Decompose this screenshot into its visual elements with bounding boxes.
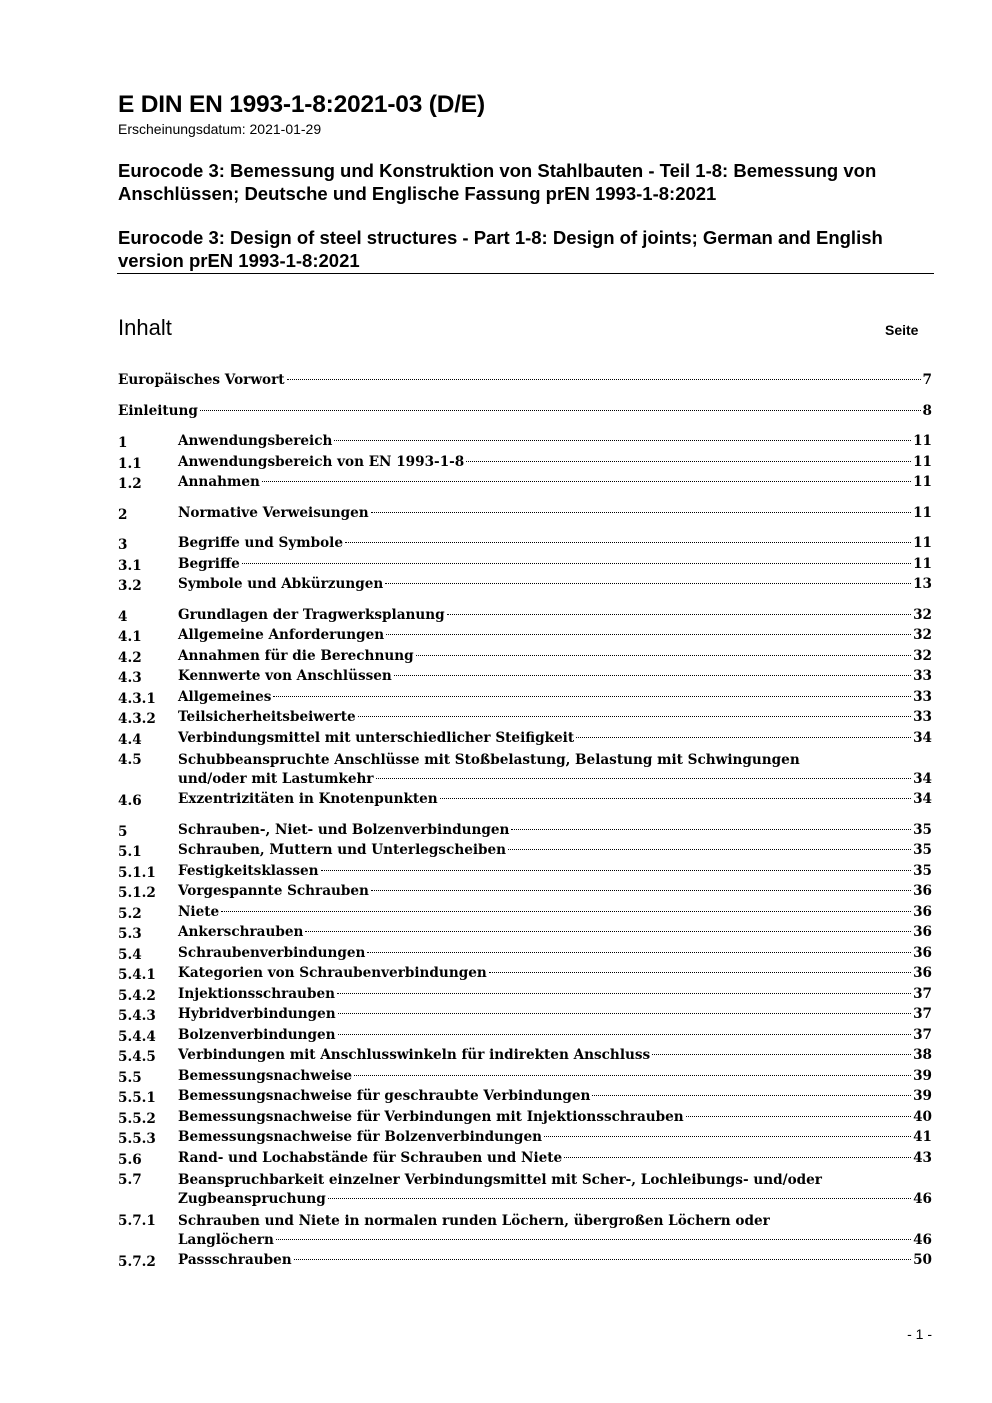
toc-entry-number: 4.3: [118, 670, 142, 686]
toc-entry-number: 4.1: [118, 629, 142, 645]
toc-entry[interactable]: [118, 505, 932, 526]
toc-entry-page: 41: [913, 1129, 932, 1145]
toc-entry-title: Bemessungsnachweise: [178, 1067, 353, 1084]
toc-entry-title: Allgemeine Anforderungen: [178, 627, 385, 643]
toc-dot-leader: [447, 614, 911, 615]
toc-dot-leader: [294, 1259, 911, 1260]
toc-dot-leader: [358, 716, 911, 717]
toc-entry-title: Symbole und Abkürzungen: [178, 576, 384, 592]
toc-heading: Inhalt: [118, 315, 172, 340]
toc-dot-leader: [262, 481, 911, 482]
toc-entry-page: 36: [913, 903, 932, 920]
toc-entry[interactable]: [118, 576, 932, 597]
toc-entry[interactable]: [118, 1170, 932, 1211]
toc-entry-title: Anwendungsbereich: [178, 433, 333, 449]
toc-entry-title: Hybridverbindungen: [178, 1006, 336, 1022]
toc-entry-number: 5.1.1: [118, 864, 156, 881]
toc-dot-leader: [385, 583, 911, 584]
toc-entry[interactable]: [118, 403, 932, 424]
toc-dot-leader: [334, 440, 911, 441]
toc-entry-page: 33: [913, 668, 932, 684]
toc-dot-leader: [440, 798, 911, 799]
toc-entry-page: 34: [913, 770, 932, 787]
toc-entry-title: Teilsicherheitsbeiwerte: [178, 709, 356, 725]
toc-entry[interactable]: [118, 1129, 932, 1150]
toc-dot-leader: [242, 563, 911, 564]
toc-entry-title: Bemessungsnachweise für Verbindungen mit Injektionsschrauben: [178, 1108, 684, 1125]
toc-entry-page: 43: [913, 1149, 932, 1166]
toc-entry-title: Einleitung: [118, 402, 198, 419]
toc-entry-title: Beanspruchbarkeit einzelner Verbindungsmittel mit Scher-, Lochleibungs- und/oder: [178, 1172, 822, 1188]
toc-entry-title: Schrauben, Muttern und Unterlegscheiben: [178, 842, 507, 858]
toc-dot-leader: [652, 1054, 911, 1055]
toc-entry-number: 5.7.2: [118, 1254, 156, 1270]
toc-entry[interactable]: [118, 945, 932, 966]
toc-entry-title: Verbindungsmittel mit unterschiedlicher Steifigkeit: [178, 729, 575, 746]
toc-entry-number: 5.7.1: [118, 1213, 156, 1229]
toc-entry-title: Begriffe und Symbole: [178, 535, 343, 551]
toc-entry-page: 33: [913, 709, 932, 725]
toc-dot-leader: [416, 655, 911, 656]
toc-entry-number: 3.2: [118, 578, 142, 594]
page-column-label: Seite: [885, 322, 919, 338]
toc-entry-page: 39: [913, 1088, 932, 1104]
toc-entry-page: 11: [913, 433, 932, 449]
toc-entry[interactable]: [118, 750, 932, 791]
toc-entry[interactable]: [118, 822, 932, 843]
toc-entry[interactable]: [118, 842, 932, 863]
toc-entry-number: 4.3.1: [118, 690, 156, 707]
toc-entry-number: 5.1.2: [118, 885, 156, 901]
toc-entry[interactable]: [118, 1006, 932, 1027]
toc-entry[interactable]: [118, 1027, 932, 1048]
toc-entry[interactable]: [118, 883, 932, 904]
toc-entry-page: 32: [913, 627, 932, 643]
toc-entry-title: Anwendungsbereich von EN 1993-1-8: [178, 453, 465, 470]
toc-entry-page: 8: [922, 402, 932, 419]
toc-entry-title: Exzentrizitäten in Knotenpunkten: [178, 791, 438, 807]
toc-entry-number: 5.4.2: [118, 987, 156, 1004]
toc-entry-page: 33: [913, 688, 932, 705]
toc-entry[interactable]: [118, 627, 932, 648]
toc-entry[interactable]: [118, 904, 932, 925]
toc-entry-number: 3.1: [118, 557, 142, 574]
publication-date: Erscheinungsdatum: 2021-01-29: [118, 121, 322, 137]
toc-entry[interactable]: [118, 535, 932, 556]
toc-entry-title: Bolzenverbindungen: [178, 1026, 336, 1043]
toc-entry-number: 4.4: [118, 731, 142, 748]
toc-entry-page: 11: [913, 474, 932, 490]
toc-dot-leader: [508, 849, 911, 850]
toc-entry-number: 1.2: [118, 476, 142, 492]
toc-entry-page: 37: [913, 1026, 932, 1043]
toc-entry[interactable]: [118, 709, 932, 730]
toc-entry-title: Annahmen: [178, 474, 260, 490]
toc-entry-page: 46: [913, 1231, 932, 1248]
toc-dot-leader: [273, 696, 911, 697]
toc-entry-number: 4.6: [118, 793, 142, 809]
title-german: Eurocode 3: Bemessung und Konstruktion von Stahlbauten - Teil 1-8: Bemessung von Anschlüssen; Deutsche und Englische Fassung prEN 1993-1-8:2021: [118, 160, 877, 204]
toc-entry[interactable]: [118, 648, 932, 669]
toc-entry-title: Injektionsschrauben: [178, 985, 335, 1002]
toc-entry-title: Verbindungen mit Anschlusswinkeln für indirekten Anschluss: [178, 1047, 651, 1063]
toc-entry-number: 1: [118, 435, 128, 451]
toc-dot-leader: [394, 675, 911, 676]
toc-entry-page: 11: [913, 453, 932, 470]
toc-entry-title: Kennwerte von Anschlüssen: [178, 668, 392, 684]
toc-dot-leader: [367, 952, 911, 953]
toc-entry-number: 5: [118, 823, 128, 840]
toc-entry-page: 36: [913, 944, 932, 961]
toc-dot-leader: [466, 461, 911, 462]
toc-entry[interactable]: [118, 924, 932, 945]
toc-dot-leader: [338, 1013, 911, 1014]
toc-entry[interactable]: [118, 556, 932, 577]
toc-entry-page: 35: [913, 821, 932, 838]
toc-entry-page: 36: [913, 883, 932, 899]
toc-dot-leader: [221, 911, 911, 912]
document-id: E DIN EN 1993-1-8:2021-03 (D/E): [118, 91, 485, 118]
toc-entry-number: 4.5: [118, 752, 142, 768]
toc-entry-page: 50: [913, 1252, 932, 1268]
toc-entry-title-continued: Langlöchern: [178, 1231, 274, 1248]
toc-entry-title: Annahmen für die Berechnung: [178, 647, 414, 664]
toc-entry-page: 37: [913, 1006, 932, 1022]
toc-entry-number: 5.3: [118, 926, 142, 942]
toc-entry-number: 5.5: [118, 1069, 142, 1086]
toc-entry-number: 5.4.5: [118, 1049, 156, 1065]
page-number: - 1 -: [907, 1326, 932, 1342]
toc-entry-page: 36: [913, 924, 932, 940]
toc-entry-page: 36: [913, 965, 932, 981]
toc-dot-leader: [321, 870, 912, 871]
toc-dot-leader: [200, 410, 921, 411]
toc-entry-number: 5.5.2: [118, 1110, 156, 1127]
toc-entry-page: 35: [913, 862, 932, 879]
toc-entry[interactable]: [118, 668, 932, 689]
toc-entry-number: 1.1: [118, 455, 142, 472]
toc-entry-number: 4.2: [118, 649, 142, 666]
toc-entry-title: Allgemeines: [178, 688, 272, 705]
toc-dot-leader: [337, 993, 911, 994]
toc-entry-title: Vorgespannte Schrauben: [178, 883, 369, 899]
toc-entry[interactable]: [118, 1068, 932, 1089]
table-of-contents: [118, 372, 932, 1273]
toc-entry-title: Europäisches Vorwort: [118, 372, 285, 388]
toc-entry-title: Passschrauben: [178, 1252, 292, 1268]
toc-dot-leader: [511, 829, 911, 830]
toc-dot-leader: [371, 890, 911, 891]
toc-entry-number: 5.4.3: [118, 1008, 156, 1024]
toc-entry[interactable]: [118, 1211, 932, 1252]
toc-entry-page: 37: [913, 985, 932, 1002]
toc-dot-leader: [328, 1198, 911, 1199]
toc-entry-title: Schrauben-, Niet- und Bolzenverbindungen: [178, 821, 510, 838]
toc-entry-page: 32: [913, 647, 932, 664]
toc-dot-leader: [287, 379, 921, 380]
toc-dot-leader: [305, 931, 911, 932]
toc-entry[interactable]: [118, 730, 932, 751]
toc-entry-page: 11: [913, 535, 932, 551]
toc-entry-title: Schraubenverbindungen: [178, 944, 366, 961]
toc-entry-page: 34: [913, 729, 932, 746]
toc-entry-title: Rand- und Lochabstände für Schrauben und Niete: [178, 1149, 563, 1166]
toc-entry-number: 5.5.1: [118, 1090, 156, 1106]
toc-dot-leader: [686, 1116, 911, 1117]
toc-entry-page: 39: [913, 1067, 932, 1084]
document-header: [118, 90, 934, 272]
toc-entry-number: 5.2: [118, 905, 142, 922]
toc-entry[interactable]: [118, 1150, 932, 1171]
toc-dot-leader: [544, 1136, 911, 1137]
toc-entry-title: Begriffe: [178, 555, 240, 572]
toc-entry-page: 32: [913, 606, 932, 623]
toc-dot-leader: [345, 542, 911, 543]
toc-entry-page: 40: [913, 1108, 932, 1125]
toc-entry-title: Bemessungsnachweise für Bolzenverbindungen: [178, 1129, 542, 1145]
toc-entry-number: 5.6: [118, 1151, 142, 1168]
toc-entry[interactable]: [118, 1252, 932, 1273]
toc-dot-leader: [564, 1157, 911, 1158]
toc-entry-title: Bemessungsnachweise für geschraubte Verbindungen: [178, 1088, 591, 1104]
toc-entry-number: 4.3.2: [118, 711, 156, 727]
toc-entry-number: 5.5.3: [118, 1131, 156, 1147]
toc-entry-title-continued: und/oder mit Lastumkehr: [178, 770, 374, 787]
toc-dot-leader: [371, 512, 911, 513]
toc-entry-title: Schubbeanspruchte Anschlüsse mit Stoßbelastung, Belastung mit Schwingungen: [178, 752, 800, 768]
toc-entry[interactable]: [118, 1047, 932, 1068]
toc-entry-page: 34: [913, 791, 932, 807]
toc-entry-title: Kategorien von Schraubenverbindungen: [178, 965, 487, 981]
toc-entry-page: 35: [913, 842, 932, 858]
toc-entry[interactable]: [118, 1088, 932, 1109]
toc-entry-page: 7: [922, 372, 932, 388]
toc-dot-leader: [354, 1075, 911, 1076]
toc-entry-page: 11: [913, 555, 932, 572]
toc-entry-title-continued: Zugbeanspruchung: [178, 1190, 326, 1207]
toc-dot-leader: [376, 778, 911, 779]
toc-entry-page: 11: [913, 504, 932, 521]
title-english: Eurocode 3: Design of steel structures - Part 1-8: Design of joints; German and English version prEN 1993-1-8:2021: [118, 227, 883, 271]
toc-dot-leader: [338, 1034, 912, 1035]
toc-entry[interactable]: [118, 965, 932, 986]
toc-entry[interactable]: [118, 454, 932, 475]
toc-entry[interactable]: [118, 791, 932, 812]
toc-dot-leader: [576, 737, 911, 738]
toc-entry-page: 13: [913, 576, 932, 592]
toc-entry[interactable]: [118, 474, 932, 495]
toc-entry-number: 5.4: [118, 946, 142, 963]
toc-entry-number: 3: [118, 537, 128, 553]
toc-entry-title: Festigkeitsklassen: [178, 862, 319, 879]
toc-entry[interactable]: [118, 433, 932, 454]
toc-entry[interactable]: [118, 689, 932, 710]
toc-dot-leader: [592, 1095, 911, 1096]
toc-entry-title: Normative Verweisungen: [178, 504, 369, 521]
toc-dot-leader: [489, 972, 911, 973]
toc-entry-title: Schrauben und Niete in normalen runden Löchern, übergroßen Löchern oder: [178, 1213, 770, 1229]
toc-entry-page: 38: [913, 1047, 932, 1063]
toc-dot-leader: [386, 634, 911, 635]
toc-entry-number: 4: [118, 608, 128, 625]
toc-entry-page: 46: [913, 1190, 932, 1207]
toc-entry[interactable]: [118, 1109, 932, 1130]
toc-entry-title: Ankerschrauben: [178, 924, 304, 940]
toc-entry-title: Niete: [178, 903, 220, 920]
toc-entry-title: Grundlagen der Tragwerksplanung: [178, 606, 445, 623]
toc-entry[interactable]: [118, 607, 932, 628]
toc-entry-number: 5.1: [118, 844, 142, 860]
toc-entry-number: 2: [118, 506, 128, 523]
toc-entry[interactable]: [118, 372, 932, 393]
toc-entry-number: 5.7: [118, 1172, 142, 1188]
toc-entry[interactable]: [118, 863, 932, 884]
toc-entry[interactable]: [118, 986, 932, 1007]
toc-entry-number: 5.4.1: [118, 967, 156, 983]
toc-entry-number: 5.4.4: [118, 1028, 156, 1045]
header-divider: [117, 273, 934, 274]
toc-dot-leader: [276, 1239, 911, 1240]
